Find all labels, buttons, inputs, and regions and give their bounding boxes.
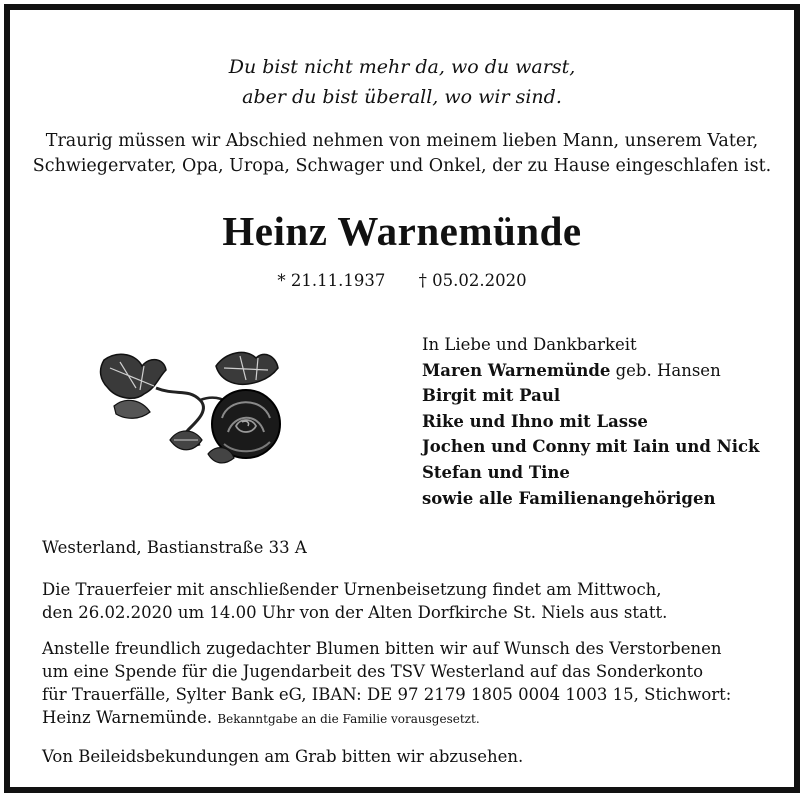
family-line-3: Birgit mit Paul xyxy=(422,386,561,406)
verse xyxy=(10,52,794,112)
donation-line-1: Anstelle freundlich zugedachter Blumen bitten wir auf Wunsch des Verstorbenen xyxy=(42,639,722,658)
deceased-name: Heinz Warnemünde xyxy=(222,208,582,254)
donation-line-2: um eine Spende für die Jugendarbeit des TSV Westerland auf das Sonderkonto xyxy=(42,662,704,681)
widow-name: Maren Warnemünde xyxy=(422,360,611,380)
family-line-widow xyxy=(422,358,759,384)
rose-icon xyxy=(96,348,288,470)
birth-date: * 21.11.1937 xyxy=(277,271,386,290)
donation-keyword: Heinz Warnemünde. xyxy=(42,708,213,727)
ceremony-line-2: den 26.02.2020 um 14.00 Uhr von der Alten Dorfkirche St. Niels aus statt. xyxy=(42,603,668,622)
family-line-6: Stefan und Tine xyxy=(422,462,570,482)
intro-line-2: Schwiegervater, Opa, Uropa, Schwager und Onkel, der zu Hause eingeschlafen ist. xyxy=(32,156,772,176)
verse-line-1: Du bist nicht mehr da, wo du warst, xyxy=(228,56,576,78)
donation-info xyxy=(42,637,731,731)
intro-text xyxy=(10,129,794,179)
intro-line-1: Traurig müssen wir Abschied nehmen von meinem lieben Mann, unserem Vater, xyxy=(45,131,759,151)
family-line-7: sowie alle Familienangehörigen xyxy=(422,488,716,508)
family-line-4: Rike und Ihno mit Lasse xyxy=(422,411,648,431)
life-dates xyxy=(10,269,794,293)
obituary-notice xyxy=(4,4,800,793)
family-signatures xyxy=(422,332,759,511)
ceremony-line-1: Die Trauerfeier mit anschließender Urnenbeisetzung findet am Mittwoch, xyxy=(42,580,662,599)
donation-line-4 xyxy=(42,706,731,731)
widow-maiden-name: geb. Hansen xyxy=(610,360,721,380)
address: Westerland, Bastianstraße 33 A xyxy=(42,538,307,557)
family-line-5: Jochen und Conny mit Iain und Nick xyxy=(422,437,760,457)
family-dedication: In Liebe und Dankbarkeit xyxy=(422,335,637,354)
donation-line-3: für Trauerfälle, Sylter Bank eG, IBAN: DE 97 2179 1805 0004 1003 15, Stichwort: xyxy=(42,685,732,704)
death-date: † 05.02.2020 xyxy=(418,271,527,290)
verse-line-2: aber du bist überall, wo wir sind. xyxy=(242,86,562,108)
donation-note: Bekanntgabe an die Familie vorausgesetzt. xyxy=(217,712,480,726)
ceremony-info xyxy=(42,578,667,624)
condolence-note: Von Beileidsbekundungen am Grab bitten wir abzusehen. xyxy=(42,747,524,766)
